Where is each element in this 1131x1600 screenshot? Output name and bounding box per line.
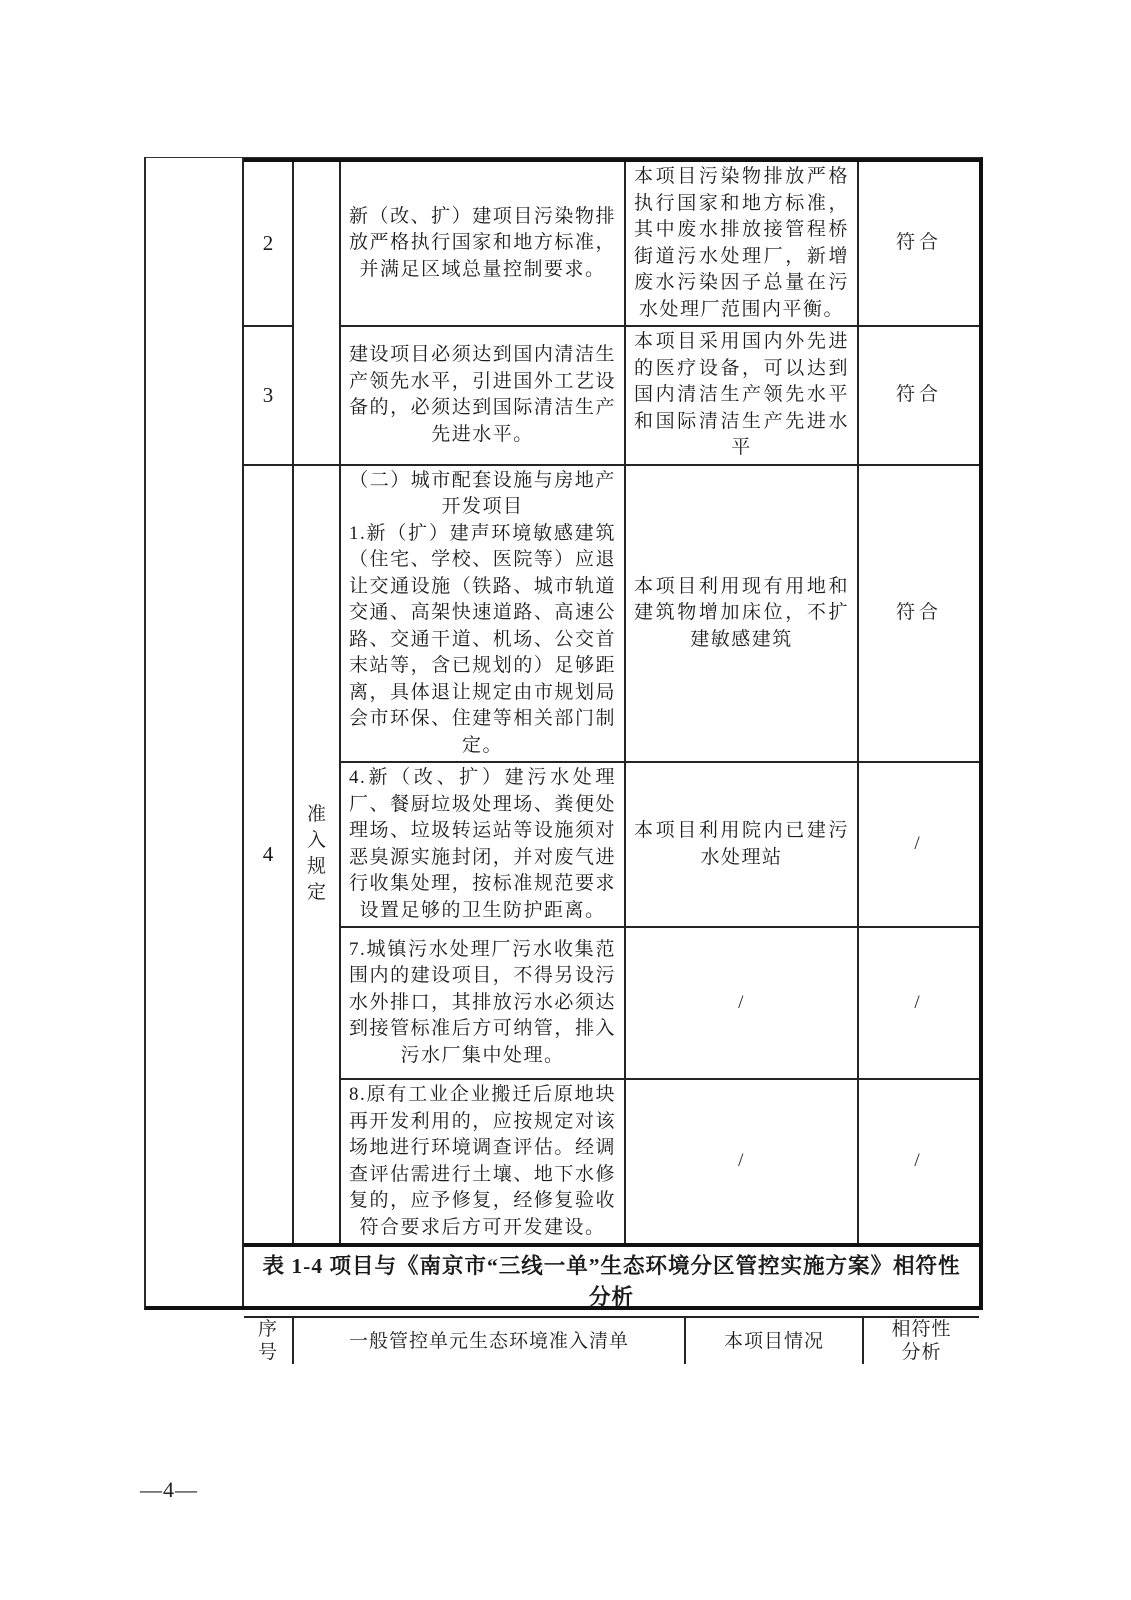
page-number: —4—	[140, 1477, 198, 1502]
row-number-cell: 2	[244, 162, 293, 326]
requirement-cell: 4.新（改、扩）建污水处理厂、餐厨垃圾处理场、粪便处理场、垃圾转运站等设施须对恶臭源实施封闭，并对废气进行收集处理，按标准规范要求设置足够的卫生防护距离。	[340, 762, 625, 927]
header-row	[244, 1317, 979, 1364]
conformity-cell: /	[858, 762, 979, 927]
requirement-cell	[340, 465, 625, 763]
table-content-area	[244, 158, 979, 1363]
category-vertical-label: 准入规定	[306, 804, 326, 904]
conformity-cell: /	[858, 927, 979, 1079]
project-status-cell: 本项目污染物排放严格执行国家和地方标准，其中废水排放接管程桥街道污水处理厂，新增废水污染因子总量在污水处理厂范围内平衡。	[625, 162, 858, 326]
admission-rules-table	[244, 162, 979, 1243]
requirement-cell: 建设项目必须达到国内清洁生产领先水平，引进国外工艺设备的，必须达到国际清洁生产先进水平。	[340, 326, 625, 465]
requirement-cell: 新（改、扩）建项目污染物排放严格执行国家和地方标准，并满足区域总量控制要求。	[340, 162, 625, 326]
conformity-cell: 符合	[858, 465, 979, 763]
header-conformity-analysis	[863, 1317, 979, 1364]
project-status-cell: 本项目利用现有用地和建筑物增加床位，不扩建敏感建筑	[625, 465, 858, 763]
requirement-cell: 7.城镇污水处理厂污水收集范围内的建设项目，不得另设污水外排口，其排放污水必须达到接管标准后方可纳管，排入污水厂集中处理。	[340, 927, 625, 1079]
table-row	[244, 162, 979, 326]
conformity-cell: 符合	[858, 162, 979, 326]
table-1-4-header-row	[244, 1316, 979, 1364]
header-conformity-analysis-label: 相符性分析	[891, 1319, 952, 1363]
table-row	[244, 465, 979, 763]
caption-line-2: 分析	[588, 1285, 634, 1309]
category-cell-empty	[293, 162, 340, 465]
table-row	[244, 927, 979, 1079]
header-serial-number-label: 序号	[257, 1319, 278, 1363]
left-margin-cell	[146, 158, 244, 1306]
caption-line-1: 表 1-4 项目与《南京市“三线一单”生态环境分区管控实施方案》相符性	[262, 1254, 961, 1278]
row-number-cell: 3	[244, 326, 293, 465]
header-admission-list: 一般管控单元生态环境准入清单	[293, 1317, 685, 1364]
table-1-4-caption	[244, 1243, 979, 1316]
table-row	[244, 762, 979, 927]
header-project-situation: 本项目情况	[685, 1317, 863, 1364]
row-number-cell: 4	[244, 465, 293, 1244]
project-status-cell: /	[625, 927, 858, 1079]
project-status-cell: /	[625, 1079, 858, 1243]
project-status-cell: 本项目采用国内外先进的医疗设备，可以达到国内清洁生产领先水平和国际清洁生产先进水平	[625, 326, 858, 465]
table-row	[244, 326, 979, 465]
project-status-cell: 本项目利用院内已建污水处理站	[625, 762, 858, 927]
requirement-cell: 8.原有工业企业搬迁后原地块再开发利用的，应按规定对该场地进行环境调查评估。经调查评估需进行土壤、地下水修复的，应予修复，经修复验收符合要求后方可开发建设。	[340, 1079, 625, 1243]
conformity-cell: /	[858, 1079, 979, 1243]
compliance-table-continued	[144, 157, 983, 1363]
header-serial-number	[244, 1317, 293, 1364]
requirement-heading: （二）城市配套设施与房地产开发项目	[349, 469, 616, 517]
category-cell	[293, 465, 340, 1244]
conformity-cell: 符合	[858, 326, 979, 465]
requirement-body: 1.新（扩）建声环境敏感建筑（住宅、学校、医院等）应退让交通设施（铁路、城市轨道交通、高架快速道路、高速公路、交通干道、机场、公交首末站等，含已规划的）足够距离，具体退让规定由市规划局会市环保、住建等相关部门制定。	[349, 522, 616, 756]
table-row	[244, 1079, 979, 1243]
